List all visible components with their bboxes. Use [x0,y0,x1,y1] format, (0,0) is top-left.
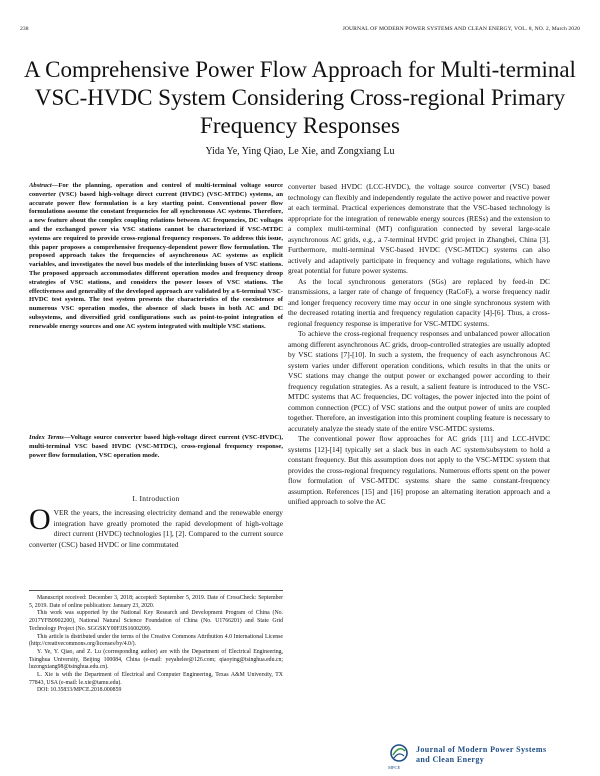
paper-title: A Comprehensive Power Flow Approach for Multi-terminal VSC-HVDC System Considering Cross-regional Primary Frequency Responses [24,57,576,138]
index-terms-label: Index Terms [29,434,64,441]
intro-paragraph [29,503,283,550]
journal-logo-icon [388,743,410,767]
paragraph-conventional-pf: The conventional power flow approaches for AC grids [11] and LCC-HVDC systems [12]-[14] typically set a slack bus in each AC system/subsystem to hold a constant frequency. But this assumption does not apply to the VSC-MTDC system that provides the cross-regional frequency regulations. Numerous efforts spent on the power flow formulation of VSC-MTDC systems share the same constant-frequency assumption. References [15] and [16] propose an alternating iteration approach and a unified approach to solve the AC [288,434,550,506]
drop-cap: O [29,503,51,536]
footnote-license: This article is distributed under the terms of the Creative Commons Attribution 4.0 International License (http://creativecommons.org/licenses/by/4.0/). [29,633,283,648]
section-heading-introduction: I. Introduction [132,494,180,503]
right-column-text [288,182,550,508]
abstract-label: Abstract [29,182,52,189]
logo-line-1: Journal of Modern Power Systems [416,745,547,754]
logo-text [416,745,546,765]
footnotes [29,590,283,695]
abstract-text: —For the planning, operation and control of multi-terminal voltage source converter (VSC) based high-voltage direct current (HVDC) (VSC-MTDC) systems, an accurate power flow formulation is a key starting point. Conventional power flow formulations assume the constant frequencies for all synchronous AC systems. Therefore, a new feature about the complex coupling relations between AC frequencies, DC voltages and the exchanged power via VSC stations cannot be characterized if VSC-MTDC systems are required to provide cross-regional frequency responses. To address this issue, this paper proposes a comprehensive frequency-dependent power flow formulation. The proposed approach takes the frequencies of asynchronous AC systems as explicit variables, and investigates the novel bus models of the interlinking buses of VSC stations. The proposed approach accommodates different operation modes and frequency droop strategies of VSC stations, and considers the power losses of VSC stations. The effectiveness and generality of the developed approach are validated by a 6-terminal VSC-HVDC test system. The test system presents the characteristics of the coexistence of numerous VSC operation modes, the absence of slack buses in both AC and DC subsystems, and diversified grid configurations such as point-to-point integration of renewable energy sources and one AC system integrated with multiple VSC stations. [29,182,283,330]
footnote-affiliation-1: Y. Ye, Y. Qiao, and Z. Lu (corresponding author) are with the Department of Electrical Engineering, Tsinghua University, Beijing 100084, China (e-mail: yeyahelee@126.com; qiaoying@tsinghua.edu.cn; luzongxiang98@tsinghua.edu.cn). [29,648,283,671]
footnote-funding: This work was supported by the National Key Research and Development Program of China (No. 2017YFB0902200), National Natural Science Foundation of China (No. U1766201) and State Grid Technology Project (No. SGGSKY00FJJS1600209). [29,610,283,632]
paragraph-sg-replacement: As the local synchronous generators (SGs) are replaced by feed-in DC transmissions, a larger rate of change of frequency (RaCoF), a worse frequency nadir and longer frequency recovery time may occur in one single synchronous system with the decreased rotating inertia and frequency regulation capacity [4]-[6]. Thus, a cross-regional frequency response is imperative for VSC-MTDC systems. [288,276,550,328]
journal-logo [388,743,558,769]
running-header [20,26,580,36]
logo-line-2: and Clean Energy [416,755,485,764]
author-list: Yida Ye, Ying Qiao, Le Xie, and Zongxiang Lu [205,146,395,157]
index-terms [29,434,283,460]
footnote-doi: DOI: 10.35833/MPCE.2018.000859 [37,687,122,694]
index-terms-text: —Voltage source converter based high-voltage direct current (VSC-HVDC), multi-terminal VSC based HVDC (VSC-MTDC), cross-regional frequency response, power flow formulation, VSC operation mode. [29,434,283,459]
footnote-affiliation-2: L. Xie is with the Department of Electrical and Computer Engineering, Texas A&M University, TX 77843, USA (e-mail: le.xie@tamu.edu). [29,672,283,686]
intro-lead-word: VER [53,508,69,517]
page-number: 238 [20,26,29,32]
paragraph-continued: converter based HVDC (LCC-HVDC), the voltage source converter (VSC) based technology can flexibly and independently regulate the active power and reactive power at each terminal. Practical experiences demonstrate that the VSC-based technology is appropriate for the integration of renewable energy sources (RESs) and the extension to a complex multi-terminal (MT) configuration connected by several large-scale asynchronous AC grids, e.g., a 7-terminal HVDC grid project in Zhangbei, China [3]. Furthermore, multi-terminal VSC-based HVDC (VSC-MTDC) systems can also actively and adaptively participate in frequency and voltage regulations, which have great potential for future power systems. [288,182,550,275]
abstract [29,182,283,332]
logo-mark-label: MPCE [388,765,401,770]
journal-header: JOURNAL OF MODERN POWER SYSTEMS AND CLEAN ENERGY, VOL. 8, NO. 2, March 2020 [342,26,580,32]
intro-text: the years, the increasing electricity demand and the renewable energy integration have greatly promoted the rapid development of high-voltage direct current (HVDC) technologies [1], [2]. Compared to the current source converter (CSC) based HVDC or line commutated [29,508,283,549]
paragraph-droop-control: To achieve the cross-regional frequency responses and unbalanced power allocation among different asynchronous AC grids, droop-controlled strategies are usually adopted by VSC stations [7]-[10]. In such a system, the frequency of each asynchronous AC system varies under different operation conditions, which results in that the units or VSC stations may change the output power or exchanged power according to their frequency regulation strategies. As a result, a salient feature is introduced to the VSC-MTDC systems that AC frequencies, DC voltages, the power injected into the point of common connection (PCC) of VSC stations and the output power of units are coupled together. Therefore, an investigation into this prominent coupling feature is necessary to accurately analyze the steady state of the entire VSC-MTDC systems. [288,329,550,433]
footnote-manuscript: Manuscript received: December 3, 2018; accepted: September 5, 2019. Date of CrossCheck: September 5, 2019. Date of online publication: January 23, 2020. [29,595,283,609]
